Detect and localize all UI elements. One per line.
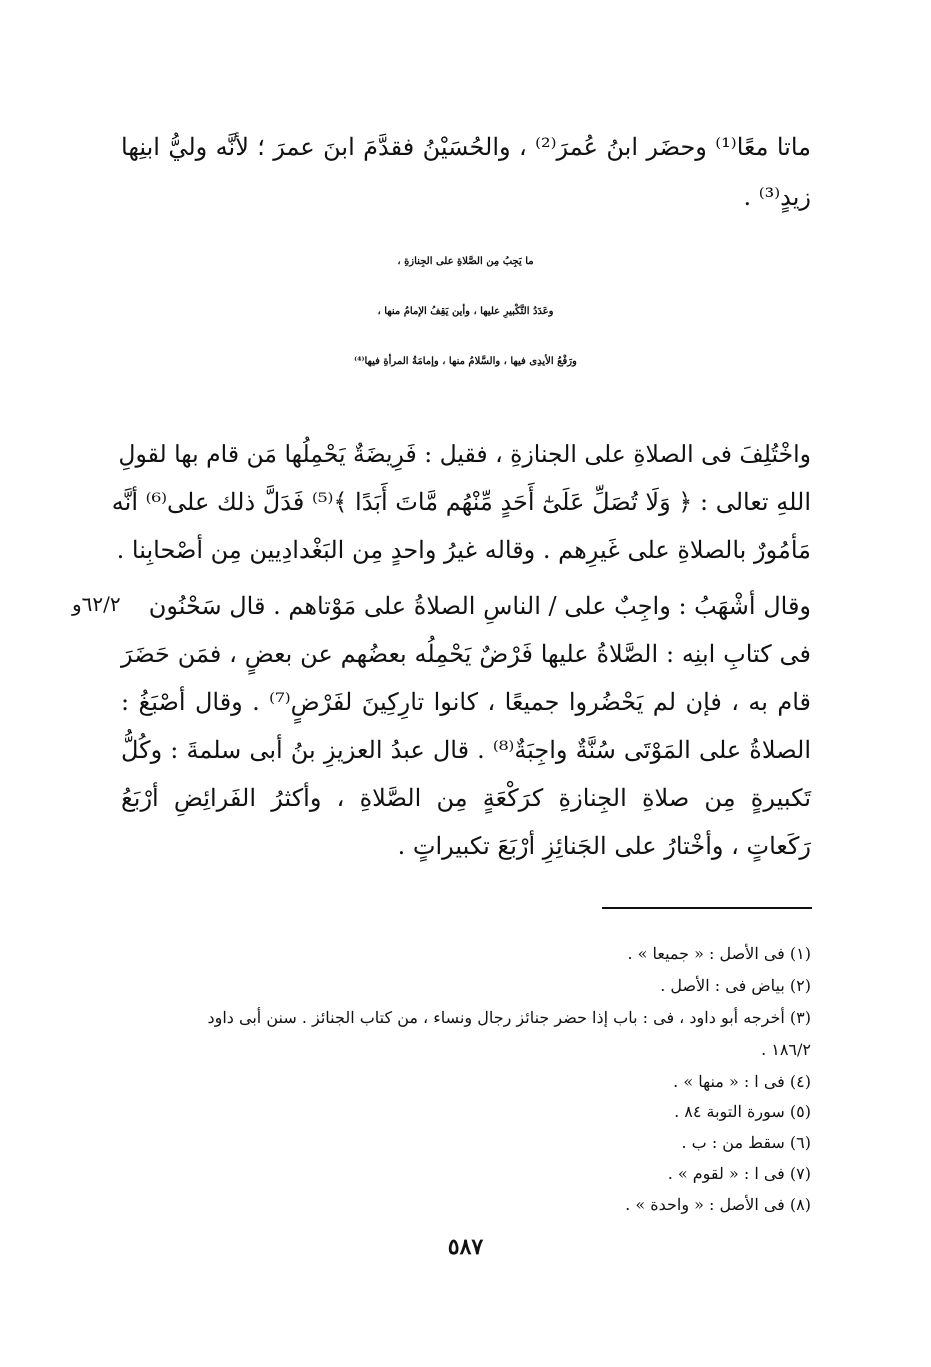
footnote: (٨) فى الأصل : « واحدة » . <box>625 1195 811 1214</box>
margin-folio-note: ٦٢/٢و <box>72 592 121 616</box>
footnote-separator <box>602 907 812 909</box>
footnote: (٥) سورة التوبة ٨٤ . <box>674 1102 811 1121</box>
body-line: مَأمُورٌ بالصلاةِ على غَيرِهم . وقاله غيرُ واحدٍ مِن البَغْدادِيين مِن أصْحابِنا . <box>116 536 811 564</box>
body-line: وقال أشْهَبُ : واجِبٌ على / الناسِ الصلاةُ على مَوْتاهم . قال سَحْنُون <box>148 592 811 620</box>
footnote: (٣) أخرجه أبو داود ، فى : باب إذا حضر جنائز رجال ونساء ، من كتاب الجنائز . سنن أبى داود <box>207 1008 811 1027</box>
page-number: ٥٨٧ <box>447 1234 484 1260</box>
section-heading-line: ورَفْعُ الأيدِى فيها ، والسَّلامُ منها ، وإمامَةُ المرأةِ فيها⁽⁴⁾ <box>354 356 577 367</box>
body-line: رَكَعاتٍ ، وأخْتارُ على الجَنائِزِ أرْبَعَ تكبيراتٍ . <box>397 832 811 860</box>
footnote: (٦) سقط من : ب . <box>681 1133 811 1152</box>
body-line: فى كتابِ ابنِه : الصَّلاةُ عليها فَرْضٌ يَحْمِلُه بعضُهم عن بعضٍ ، فمَن حَضَرَ <box>121 640 811 668</box>
body-line: اللهِ تعالى : ﴿ وَلَا تُصَلِّ عَلَىٰٓ أَحَدٍ مِّنْهُم مَّاتَ أَبَدًا ﴾⁽⁵⁾ فَدَلَّ ذلك على⁽⁶⁾ أنَّه <box>111 488 811 516</box>
body-line: زيدٍ⁽³⁾ . <box>743 183 811 211</box>
footnote: (٧) فى ا : « لقوم » . <box>667 1164 811 1183</box>
body-line: تَكبيرةٍ مِن صلاةِ الجِنازةِ كرَكْعَةٍ مِن الصَّلاةِ ، وأكثرُ الفَرائِضِ أرْبَعُ <box>121 784 811 812</box>
body-line: واخْتُلِفَ فى الصلاةِ على الجنازةِ ، فقيل : فَرِيضَةٌ يَحْمِلُها مَن قام بها لقولِ <box>118 440 811 468</box>
footnote: ١٨٦/٢ . <box>761 1040 811 1059</box>
section-heading-line: ما يَجِبُ مِن الصَّلاةِ على الجِنازةِ ، <box>397 256 534 267</box>
body-line: الصلاةُ على المَوْتَى سُنَّةٌ واجِبَةٌ⁽⁸⁾ . قال عبدُ العزيزِ بنُ أبى سلمةَ : وكُلُّ <box>121 736 811 764</box>
footnote: (٤) فى ا : « منها » . <box>673 1072 811 1091</box>
body-line: قام به ، فإن لم يَحْضُروا جميعًا ، كانوا تارِكِينَ لفَرْضٍ⁽⁷⁾ . وقال أصْبَغُ : <box>121 688 811 716</box>
body-line: ماتا معًا⁽¹⁾ وحضَر ابنُ عُمرَ⁽²⁾ ، والحُسَيْنُ فقدَّمَ ابنَ عمرَ ؛ لأنَّه وليُّ ابنِها <box>121 133 811 161</box>
footnote: (٢) بياض فى : الأصل . <box>660 976 811 995</box>
footnote: (١) فى الأصل : « جميعا » . <box>627 944 811 963</box>
section-heading-line: وعَدَدُ التَّكْبيرِ عليها ، وأين يَقِفُ الإمامُ منها ، <box>377 306 554 317</box>
